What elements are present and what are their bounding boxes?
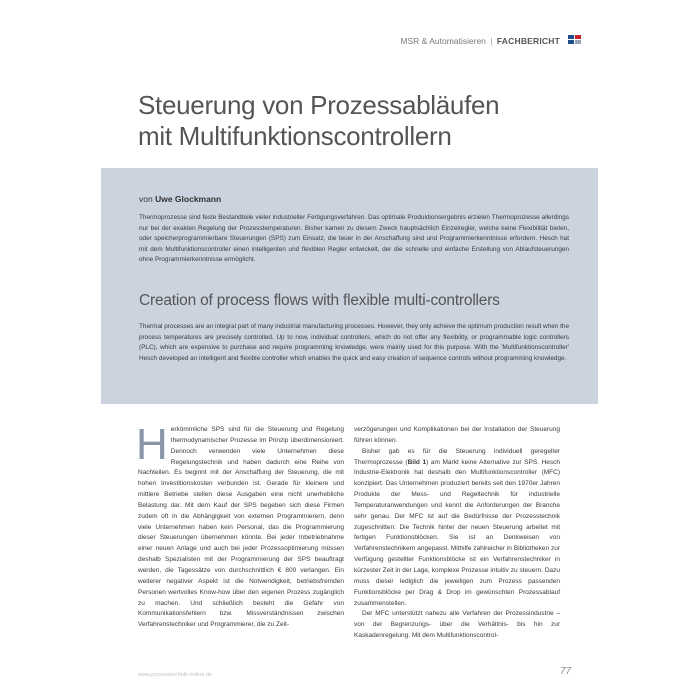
abstract-english: Thermal processes are an integral part of many industrial manufacturing processes. However, they only achieve the optimum production result when the process temperatures are precisely controlled. Up to now, individual controllers, which do not offer any flexibility, or programmable logic controllers (PLC), which are expensive to purchase and require programming knowledge, were mainly used for this purpose. With the 'Multifunktionscontroller' Hesch developed an intelligent and flexible controller which enables the quick and easy creation of sequence controls without programming knowledge. <box>139 323 569 362</box>
header-text <box>400 36 560 46</box>
publisher-logo-icon <box>568 35 582 45</box>
title-line-2: mit Multifunktionscontrollern <box>138 121 452 151</box>
article-title <box>138 90 578 152</box>
author-name: Uwe Glockmann <box>155 194 222 204</box>
author-prefix: von <box>139 194 153 204</box>
author-line <box>139 194 221 204</box>
figure-reference: Bild 1 <box>407 458 427 466</box>
title-line-1: Steuerung von Prozessabläufen <box>138 90 500 120</box>
header-separator: | <box>490 36 493 46</box>
abstract-german: Thermoprozesse sind feste Bestandteile vieler industrieller Fertigungsverfahren. Das optimale Produktionsergebnis erzielen Thermoprozesse allerdings nur bei der exakten Regelung der Prozesstemperaturen. Bisher kamen zu diesem Zweck hauptsächlich Einzelregler, welche keine Flexibilität bieten, oder speicherprogrammierbare Steuerungen (SPS) zum Einsatz, die teuer in der Anschaffung sind und Programmierkenntnisse erfordern. Hesch hat mit dem Multifunktionscontroller einen intelligenten und flexiblen Regler entwickelt, der die schnelle und einfache Erstellung von Ablaufsteuerungen ohne Programmierkenntnisse ermöglicht. <box>139 214 569 264</box>
column-1-text: erkömmliche SPS sind für die Steuerung und Regelung thermodynamischer Prozesse im Prinzip überdimensioniert. Dennoch verwenden viele Unternehmen diese Regelungstechnik und haben dadurch eine Reihe von Nachteilen. Es beginnt mit der Anschaffung der Steuerung, die mit hohen Investitionskosten verbunden ist. Gerade für kleinere und mittlere Betriebe stellen diese Ausgaben eine nicht unerhebliche Belastung dar. Mit dem Kauf der SPS begeben sich diese Firmen zudem oft in die Abhängigkeit von externen Programmierern, denn viele Unternehmen haben kein Personal, das die Programmierung dieser Steuerungen übernehmen könnte. Bei jeder Inbetriebnahme einer neuen Anlage und auch bei jeder Prozessoptimierung müssen deshalb Spezialisten mit der Programmierung der SPS beauftragt werden, die Tagessätze von durchschnittlich € 800 verlangen. Ein weiterer negativer Aspekt ist die Notwendigkeit, betriebsfremden Personen wertvolles Know-how über den eigenen Prozess zugänglich zu machen. Und schließlich besteht die Gefahr von Kommunikationsfehlern bzw. Missverständnissen zwischen Verfahrenstechniker und Programmierer, die zu Zeit- <box>138 426 344 629</box>
dropcap-letter: H <box>136 420 168 469</box>
body-column-2 <box>354 425 560 642</box>
header-category: FACHBERICHT <box>496 36 560 46</box>
header-section: MSR & Automatisieren <box>400 36 486 46</box>
body-column-1 <box>136 420 344 631</box>
column-2-paragraph-1: verzögerungen und Komplikationen bei der Installation der Steuerung führen können. <box>354 426 560 444</box>
page-number: 77 <box>560 666 572 677</box>
page-header <box>0 33 700 49</box>
english-title: Creation of process flows with flexible multi-controllers <box>139 292 500 309</box>
column-2-paragraph-2: Bisher gab es für die Steuerung individuell geregelter Thermoprozesse (Bild 1) am Markt keine Alternative zur SPS. Hesch Industrie-Elektronik hat deshalb den Multifunktionscontroller (MFC) konzipiert. Das Unternehmen produziert bereits seit den 1970er Jahren Produkte der Mess- und Regeltechnik für industrielle Temperaturanwendungen und kennt die Anforderungen der Branche sehr genau. Der MFC ist auf die Bedürfnisse der Prozesstechnik zugeschnitten: Die Technik hinter der neuen Steuerung arbeitet mit fertigen Funktionsblöcken. Sie ist an Denkweisen von Verfahrenstechnikern angepasst. Mithilfe zahlreicher in Bibliotheken zur Verfügung gestellter Funktionsblöcke ist ein Verfahrenstechniker in kürzester Zeit in der Lage, komplexe Prozesse intuitiv zu steuern. Dazu muss dieser lediglich die jeweiligen zum Prozess passenden Funktionsblöcke per Drag & Drop im gewünschten Prozessablauf zusammenstellen. <box>354 447 560 607</box>
abstract-box <box>101 168 598 404</box>
footer-url: www.prozesstechnik-online.de <box>138 672 212 678</box>
column-2-paragraph-3: Der MFC unterstützt nahezu alle Verfahren der Prozessindustrie – von der Begrenzungs- über die Verhältnis- bis hin zur Kaskadenregelung. Mit dem Multifunktionscontrol- <box>354 610 560 640</box>
